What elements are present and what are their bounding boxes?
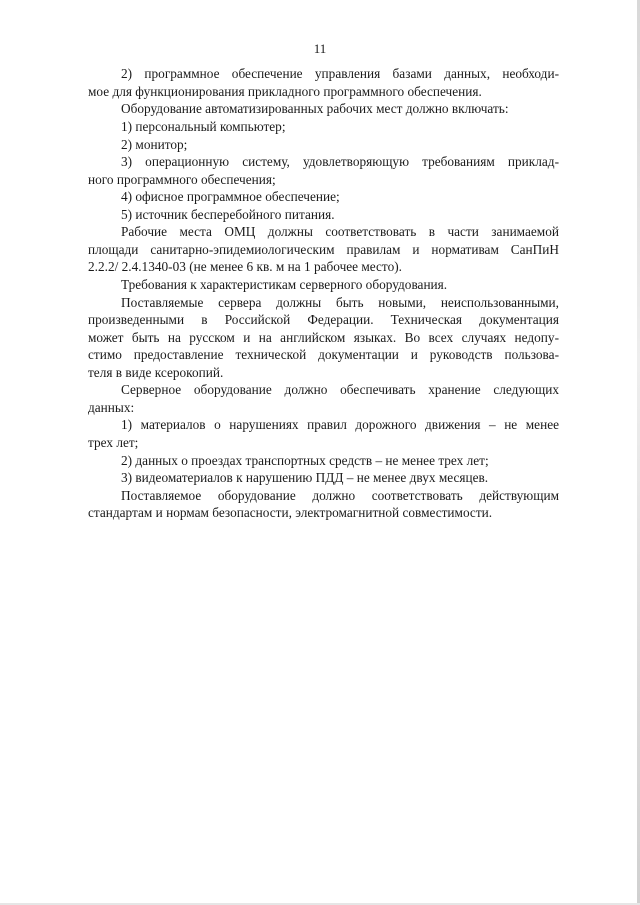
text-line: Серверное оборудование должно обеспечивать хранение следующих [121, 382, 559, 397]
text-line: Поставляемые сервера должны быть новыми, неиспользованными, [121, 295, 559, 310]
text-line: 2) данных о проездах транспортных средств – не менее трех лет; [121, 453, 489, 468]
text-line: площади санитарно-эпидемиологическим правилам и нормативам СанПиН [88, 242, 559, 257]
text-line: 2) монитор; [121, 137, 188, 152]
text-line: ного программного обеспечения; [88, 172, 276, 187]
text-line: трех лет; [88, 435, 139, 450]
text-line: Поставляемое оборудование должно соответствовать действующим [121, 488, 559, 503]
text-line: 5) источник бесперебойного питания. [121, 207, 335, 222]
text-line: стандартам и нормам безопасности, электромагнитной совместимости. [88, 505, 493, 520]
text-line: произведенными в Российской Федерации. Техническая документация [88, 312, 559, 327]
text-line: Требования к характеристикам серверного оборудования. [121, 277, 448, 292]
text-line: 2.2.2/ 2.4.1340-03 (не менее 6 кв. м на 1 рабочее место). [88, 259, 402, 274]
text-line: 2) программное обеспечение управления базами данных, необходи- [121, 66, 559, 81]
text-line: данных: [88, 400, 135, 415]
text-line: теля в виде ксерокопий. [88, 365, 224, 380]
text-line: 1) материалов о нарушениях правил дорожного движения – не менее [121, 417, 559, 432]
text-line: может быть на русском и на английском языках. Во всех случаях недопу- [88, 330, 559, 345]
text-line: 3) видеоматериалов к нарушению ПДД – не менее двух месяцев. [121, 470, 489, 485]
text-line: 4) офисное программное обеспечение; [121, 189, 340, 204]
text-line: 3) операционную систему, удовлетворяющую требованиям приклад- [121, 154, 559, 169]
page-number: 11 [313, 41, 327, 56]
text-line: стимо предоставление технической документации и руководств пользова- [88, 347, 559, 362]
text-line: Оборудование автоматизированных рабочих мест должно включать: [121, 101, 509, 116]
text-line: Рабочие места ОМЦ должны соответствовать в части занимаемой [121, 224, 559, 239]
text-line: мое для функционирования прикладного программного обеспечения. [88, 84, 482, 99]
text-line: 1) персональный компьютер; [121, 119, 286, 134]
